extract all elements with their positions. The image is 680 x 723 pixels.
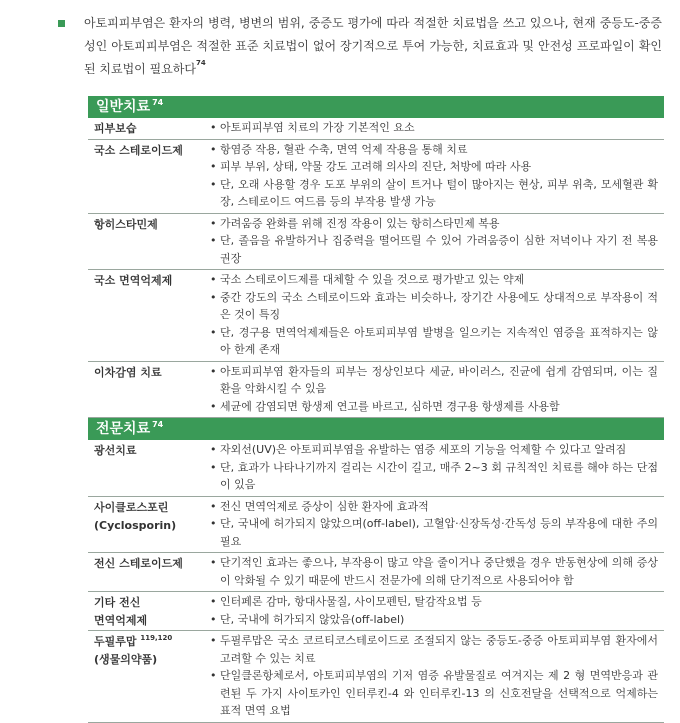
section-title: 일반치료 <box>96 99 151 115</box>
list-item: • 자외선(UV)은 아토피피부염을 유발하는 염증 세포의 기능을 억제할 수 있다고 알려짐 <box>210 441 658 459</box>
list-item: • 단, 경구용 면역억제제들은 아토피피부염 발병을 일으키는 지속적인 염증을 표적하지는 않아 한계 존재 <box>210 324 658 359</box>
list-item: • 두필루맙은 국소 코르티코스테로이드로 조절되지 않는 중등도-중증 아토피피부염 환자에서 고려할 수 있는 치료 <box>210 632 658 667</box>
row-label-text: 기타 전신 <box>94 596 141 609</box>
row-label-text: 국소 면역억제제 <box>94 274 173 287</box>
row-label-text: 전신 스테로이드제 <box>94 557 183 570</box>
row-content <box>202 140 664 213</box>
row-label <box>88 118 202 139</box>
list-item: • 항염증 작용, 혈관 수축, 면역 억제 작용을 통해 치료 <box>210 141 658 159</box>
list-item: • 단, 졸음을 유발하거나 집중력을 떨어뜨릴 수 있어 가려움증이 심한 저녁이나 자기 전 복용 권장 <box>210 232 658 267</box>
row-label <box>88 440 202 496</box>
intro-text-block <box>62 12 662 81</box>
treatment-table <box>88 96 664 723</box>
row-content <box>202 362 664 418</box>
intro-ref: 74 <box>195 59 206 67</box>
list-item: • 단, 국내에 허가되지 않았으며(off-label), 고혈압·신장독성·간독성 등의 부작용에 대한 주의 필요 <box>210 515 658 550</box>
intro-text: 아토피피부염은 환자의 병력, 병변의 범위, 중증도 평가에 따라 적절한 치료법을 쓰고 있으나, 현재 중등도-중증 성인 아토피피부염은 적절한 표준 치료법이 없어 장기적으로 투여 가능한, 치료효과 및 안전성 프로파일이 확인된 치료법이 필요하다 <box>84 16 662 76</box>
list-item: • 단, 오래 사용할 경우 도포 부위의 살이 트거나 털이 많아지는 현상, 피부 위축, 모세혈관 확장, 스테로이드 여드름 등의 부작용 발생 가능 <box>210 176 658 211</box>
list-item: • 단, 효과가 나타나기까지 걸리는 시간이 길고, 매주 2~3 회 규칙적인 치료를 해야 하는 단점이 있음 <box>210 459 658 494</box>
section-ref: 74 <box>152 98 164 107</box>
list-item: • 단기적인 효과는 좋으나, 부작용이 많고 약을 줄이거나 중단했을 경우 반동현상에 의해 증상이 악화될 수 있기 때문에 반드시 전문가에 의해 단기적으로 사용되어야 함 <box>210 554 658 589</box>
list-item: • 가려움증 완화를 위해 진정 작용이 있는 항히스타민제 복용 <box>210 215 658 233</box>
row-label-subtext: (생물의약품) <box>94 653 158 666</box>
row-label-text: 국소 스테로이드제 <box>94 143 183 157</box>
row-label-ref: 119,120 <box>140 634 173 642</box>
row-content <box>202 214 664 270</box>
intro-paragraph <box>62 12 662 81</box>
list-item: • 아토피피부염 치료의 가장 기본적인 요소 <box>210 119 658 137</box>
row-label <box>88 362 202 418</box>
row-label <box>88 592 202 630</box>
row-label <box>88 497 202 553</box>
table-row <box>88 631 664 723</box>
list-item: • 중간 강도의 국소 스테로이드와 효과는 비슷하나, 장기간 사용에도 상대적으로 부작용이 적은 것이 특징 <box>210 289 658 324</box>
table-row <box>88 140 664 214</box>
row-label-text: 사이클로스포린 <box>94 500 169 514</box>
row-content <box>202 553 664 591</box>
list-item: • 아토피피부염 환자들의 피부는 정상인보다 세균, 바이러스, 진균에 쉽게 감염되며, 이는 질환을 악화시킬 수 있음 <box>210 363 658 398</box>
section-title: 전문치료 <box>96 421 151 437</box>
table-row <box>88 440 664 497</box>
row-label <box>88 553 202 591</box>
list-item: • 국소 스테로이드제를 대체할 수 있을 것으로 평가받고 있는 약제 <box>210 271 658 289</box>
section-header <box>88 418 664 440</box>
table-row <box>88 270 664 362</box>
list-item: • 세균에 감염되면 항생제 연고를 바르고, 심하면 경구용 항생제를 사용함 <box>210 398 658 416</box>
table-row <box>88 592 664 631</box>
row-label-subtext: 면역억제제 <box>94 614 148 627</box>
row-label-text: 이차감염 치료 <box>94 365 162 379</box>
row-content <box>202 631 664 722</box>
section-ref: 74 <box>152 420 164 429</box>
list-item: • 인터페론 감마, 항대사물질, 사이모펜틴, 탈감작요법 등 <box>210 593 658 611</box>
row-label <box>88 140 202 213</box>
table-row <box>88 362 664 419</box>
row-content <box>202 270 664 361</box>
table-row <box>88 497 664 554</box>
list-item: • 피부 부위, 상태, 약물 강도 고려해 의사의 진단, 처방에 따라 사용 <box>210 158 658 176</box>
row-label-subtext: (Cyclosporin) <box>94 518 177 532</box>
list-item: • 전신 면역억제로 증상이 심한 환자에 효과적 <box>210 498 658 516</box>
table-row <box>88 553 664 592</box>
row-content <box>202 497 664 553</box>
row-label <box>88 270 202 361</box>
square-bullet-icon <box>58 20 65 27</box>
row-label-text: 광선치료 <box>94 444 137 457</box>
row-label-text: 두필루맙 <box>94 635 137 648</box>
list-item: • 단일클론항체로서, 아토피피부염의 기저 염증 유발물질로 여겨지는 제 2 형 면역반응과 관련된 두 가지 사이토카인 인터루킨-4 와 인터루킨-13 의 신호전달을 선택적으로 억제하는 표적 면역 요법 <box>210 667 658 720</box>
section-header <box>88 96 664 118</box>
list-item: • 단, 국내에 허가되지 않았음(off-label) <box>210 611 658 629</box>
table-row <box>88 118 664 140</box>
row-label <box>88 631 202 722</box>
row-label-text: 피부보습 <box>94 122 137 135</box>
row-content <box>202 118 664 139</box>
row-label-text: 항히스타민제 <box>94 217 158 231</box>
row-content <box>202 592 664 630</box>
row-label <box>88 214 202 270</box>
row-content <box>202 440 664 496</box>
table-row <box>88 214 664 271</box>
